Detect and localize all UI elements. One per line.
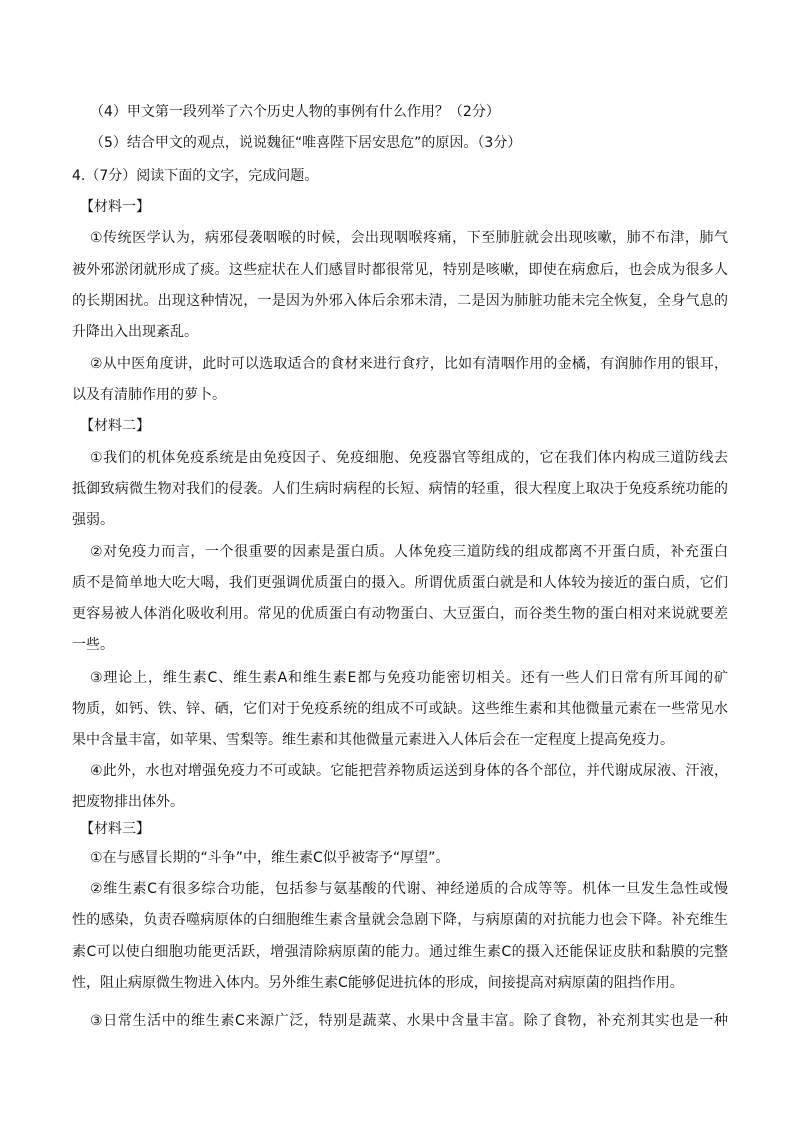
text-line: 物质，如钙、铁、锌、硒，它们对于免疫系统的组成不可或缺。这些维生素和其他微量元素在一些常见水	[72, 701, 728, 717]
text-line: 果中含量丰富，如苹果、雪梨等。维生素和其他微量元素进入人体后会在一定程度上提高免疫力。	[72, 732, 674, 748]
text-line: 质不是简单地大吃大喝，我们更强调优质蛋白的摄入。所谓优质蛋白就是和人体较为接近的蛋白质，它们	[72, 575, 728, 591]
text-line: ①在与感冒长期的“斗争”中，维生素C似乎被寄予“厚望”。	[90, 850, 450, 866]
section-heading: 【材料二】	[80, 418, 150, 434]
text-line: ②维生素C有很多综合功能，包括参与氨基酸的代谢、神经递质的合成等等。机体一旦发生急性或慢	[90, 881, 728, 897]
text-line: ①我们的机体免疫系统是由免疫因子、免疫细胞、免疫器官等组成的，它在我们体内构成三道防线去	[90, 450, 728, 466]
question-line: （5）结合甲文的观点，说说魏征“唯喜陛下居安思危”的原因。（3分）	[90, 135, 522, 151]
section-heading: 【材料三】	[80, 821, 150, 837]
text-line: 4.（7分）阅读下面的文字，完成问题。	[72, 168, 319, 184]
text-line: ②对免疫力而言，一个很重要的因素是蛋白质。人体免疫三道防线的组成都离不开蛋白质，补充蛋白	[90, 544, 728, 560]
text-line: 的长期困扰。出现这种情况，一是因为外邪入体后余邪未清，二是因为肺脏功能未完全恢复，全身气息的	[72, 293, 728, 309]
text-line: 抵御致病微生物对我们的侵袭。人们生病时病程的长短、病情的轻重，很大程度上取决于免疫系统功能的	[72, 481, 728, 497]
text-line: 强弱。	[72, 512, 114, 528]
text-line: ②从中医角度讲，此时可以选取适合的食材来进行食疗，比如有清咽作用的金橘，有润肺作用的银耳，	[90, 356, 728, 372]
section-heading: 【材料一】	[80, 199, 150, 215]
text-line: ④此外，水也对增强免疫力不可或缺。它能把营养物质运送到身体的各个部位，并代谢成尿液、汗液，	[90, 763, 728, 779]
text-line: 一些。	[72, 637, 114, 653]
text-line: 被外邪淤闭就形成了痰。这些症状在人们感冒时都很常见，特别是咳嗽，即使在病愈后，也会成为很多人	[72, 262, 728, 278]
question-line: （4）甲文第一段列举了六个历史人物的事例有什么作用？（2分）	[90, 104, 500, 120]
text-line: 性，阻止病原微生物进入体内。另外维生素C能够促进抗体的形成，间接提高对病原菌的阻挡作用。	[72, 975, 684, 991]
text-line: 性的感染，负责吞噬病原体的白细胞维生素含量就会急剧下降，与病原菌的对抗能力也会下降。补充维生	[72, 912, 728, 928]
text-line: 把废物排出体外。	[72, 794, 184, 810]
text-line: 素C可以使白细胞功能更活跃，增强清除病原菌的能力。通过维生素C的摄入还能保证皮肤和黏膜的完整	[72, 944, 728, 960]
text-line: ①传统医学认为，病邪侵袭咽喉的时候，会出现咽喉疼痛，下至肺脏就会出现咳嗽，肺不布津，肺气	[90, 230, 728, 246]
text-line: 以及有清肺作用的萝卜。	[72, 387, 226, 403]
text-line: ③理论上，维生素C、维生素A和维生素E都与免疫功能密切相关。还有一些人们日常有所耳闻的矿	[90, 670, 728, 686]
text-line: 升降出入出现紊乱。	[72, 324, 198, 340]
text-line: 更容易被人体消化吸收利用。常见的优质蛋白有动物蛋白、大豆蛋白，而谷类生物的蛋白相对来说就要差	[72, 606, 728, 622]
text-line: ③日常生活中的维生素C来源广泛，特别是蔬菜、水果中含量丰富。除了食物，补充剂其实也是一种	[90, 1013, 728, 1029]
